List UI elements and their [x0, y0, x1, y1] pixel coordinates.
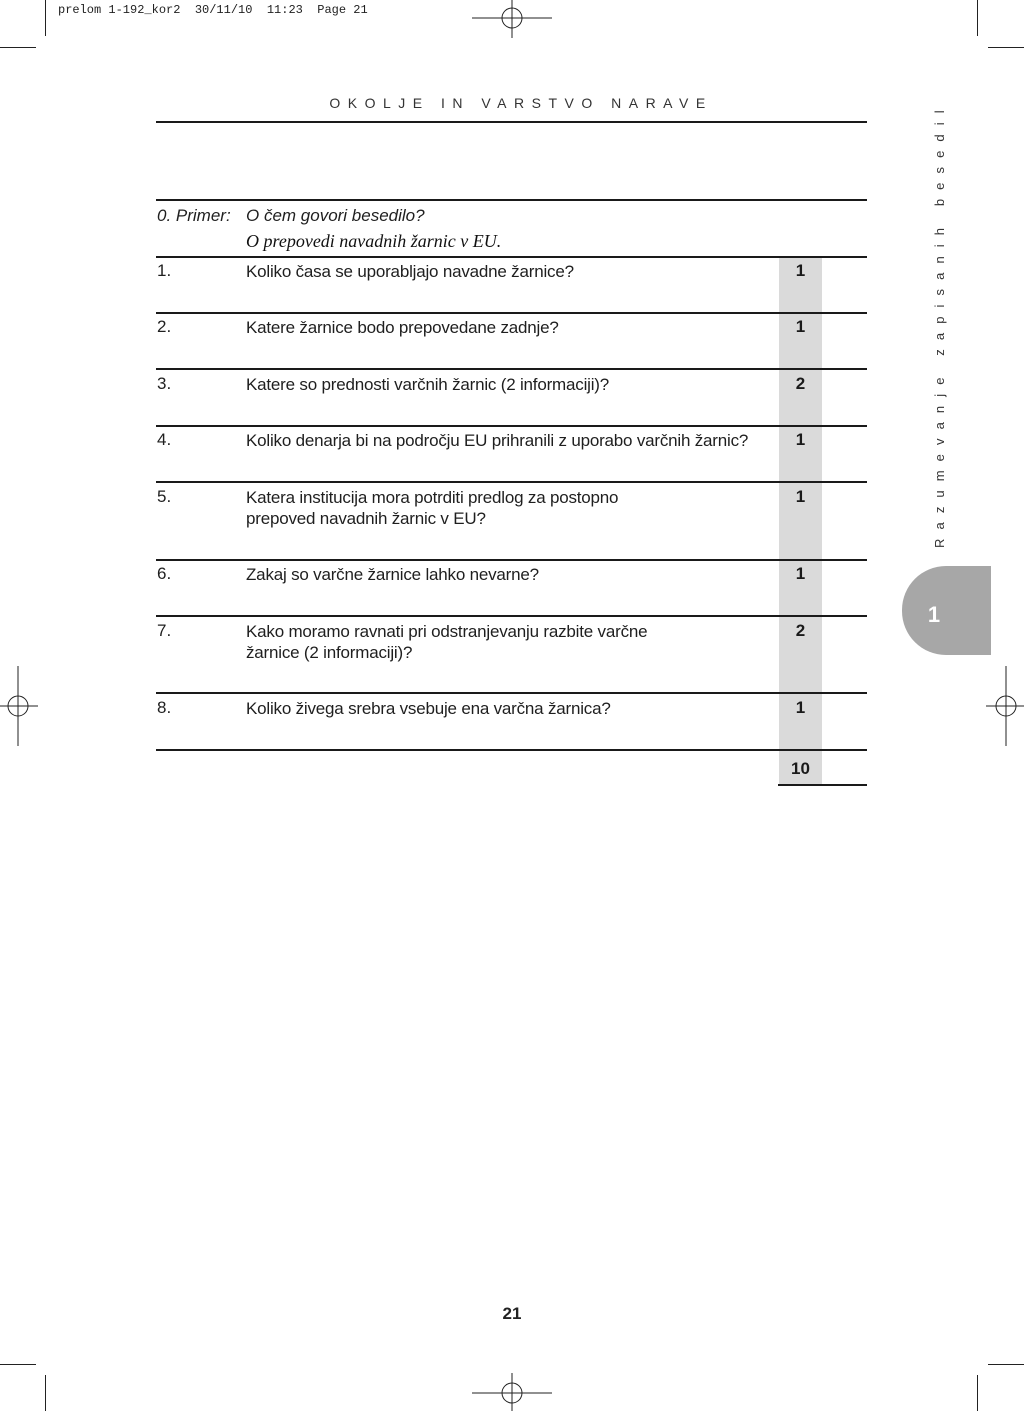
- question-points: 1: [795, 487, 806, 506]
- example-answer: O prepovedi navadnih žarnic v EU.: [246, 231, 502, 251]
- row-rule: [156, 481, 867, 483]
- example-question: O čem govori besedilo?: [246, 206, 425, 225]
- question-text: Koliko časa se uporabljajo navadne žarnice?: [246, 262, 574, 281]
- crop-mark: [0, 1364, 36, 1365]
- registration-mark-icon: [472, 1373, 552, 1411]
- page-number: 21: [502, 1304, 522, 1323]
- crop-mark: [988, 1364, 1024, 1365]
- question-points: 1: [795, 317, 806, 336]
- section-side-title: Razumevanje zapisanih besedil: [932, 101, 947, 548]
- question-points: 2: [795, 621, 806, 640]
- table-top-rule: [156, 199, 867, 201]
- crop-mark: [977, 0, 978, 36]
- question-points: 1: [795, 564, 806, 583]
- question-number: 7.: [157, 621, 172, 640]
- row-rule: [156, 425, 867, 427]
- question-number: 3.: [157, 374, 172, 393]
- row-rule: [156, 615, 867, 617]
- header-rule: [156, 121, 867, 123]
- registration-mark-icon: [0, 666, 38, 746]
- question-points: 1: [795, 430, 806, 449]
- question-number: 8.: [157, 698, 172, 717]
- question-number: 2.: [157, 317, 172, 336]
- crop-mark: [0, 47, 36, 48]
- running-head: OKOLJE IN VARSTVO NARAVE: [329, 95, 713, 111]
- question-number: 4.: [157, 430, 172, 449]
- crop-mark: [45, 1375, 46, 1411]
- example-label: 0. Primer:: [157, 206, 231, 225]
- row-rule: [156, 368, 867, 370]
- question-points: 2: [795, 374, 806, 393]
- question-text: Katera institucija mora potrditi predlog za postopno prepoved navadnih žarnic v EU?: [246, 488, 619, 528]
- crop-mark: [977, 1375, 978, 1411]
- row-rule: [156, 692, 867, 694]
- registration-mark-icon: [986, 666, 1024, 746]
- row-rule: [156, 749, 867, 751]
- chapter-tab-number: 1: [927, 602, 941, 627]
- question-points: 1: [795, 698, 806, 717]
- question-text: Zakaj so varčne žarnice lahko nevarne?: [246, 565, 539, 584]
- question-text: Koliko živega srebra vsebuje ena varčna žarnica?: [246, 699, 611, 718]
- row-rule: [156, 312, 867, 314]
- question-text: Koliko denarja bi na področju EU prihranili z uporabo varčnih žarnic?: [246, 431, 749, 450]
- question-text: Katere so prednosti varčnih žarnic (2 informaciji)?: [246, 375, 610, 394]
- question-text: Kako moramo ravnati pri odstranjevanju razbite varčne žarnice (2 informaciji)?: [246, 622, 648, 662]
- crop-mark: [45, 0, 46, 36]
- question-number: 5.: [157, 487, 172, 506]
- row-rule: [156, 559, 867, 561]
- total-rule: [778, 784, 867, 786]
- crop-mark: [988, 47, 1024, 48]
- question-text: Katere žarnice bodo prepovedane zadnje?: [246, 318, 559, 337]
- registration-mark-icon: [472, 0, 552, 38]
- total-points: 10: [791, 759, 810, 778]
- row-rule: [156, 256, 867, 258]
- question-points: 1: [795, 261, 806, 280]
- printer-slug: prelom 1-192_kor2 30/11/10 11:23 Page 21: [58, 3, 368, 17]
- question-number: 6.: [157, 564, 172, 583]
- question-number: 1.: [157, 261, 172, 280]
